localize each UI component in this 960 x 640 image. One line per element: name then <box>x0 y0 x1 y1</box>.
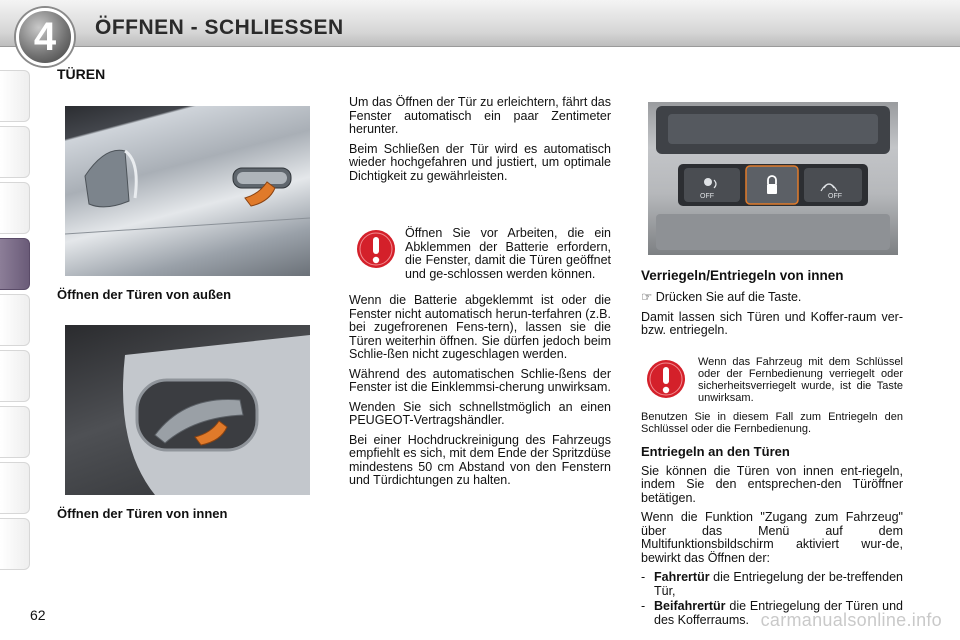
chapter-tab-2[interactable] <box>0 126 30 178</box>
chapter-tab-9[interactable] <box>0 518 30 570</box>
key-lock-warning-text: Wenn das Fahrzeug mit dem Schlüssel oder der Fernbedienung verriegelt oder sicherheitsverriegelt wurde, ist die Taste unwirksam. <box>698 356 903 404</box>
right-paragraph-3: Wenn die Funktion "Zugang zum Fahrzeug" über das Menü auf dem Multifunktionsbildschirm aktiviert wur-de, bewirkt das Öffnen der: <box>641 510 903 565</box>
watermark: carmanualsonline.info <box>760 610 942 630</box>
battery-warning-text: Öffnen Sie vor Arbeiten, die ein Abklemmen der Batterie erfordern, die Fenster, damit die Türen geöffnet und ge-schlossen werden können. <box>405 226 611 281</box>
warning-icon <box>356 229 396 269</box>
right-paragraph-1: Damit lassen sich Türen und Koffer-raum ver- bzw. entriegeln. <box>641 309 903 337</box>
chapter-tab-8[interactable] <box>0 462 30 514</box>
mid-paragraph-4: Während des automatischen Schlie-ßens der Fenster ist die Einklemmsi-cherung unwirksam. <box>349 366 611 394</box>
dashboard-buttons-illustration <box>648 102 898 255</box>
pointing-hand-icon: ☞ <box>641 290 653 304</box>
chapter-tab-5[interactable] <box>0 294 30 346</box>
page-number: 62 <box>30 607 46 623</box>
press-button-instruction <box>641 291 903 305</box>
door-unlock-heading: Entriegeln an den Türen <box>641 444 790 459</box>
right-column-lower <box>641 411 903 629</box>
list-item-driver-door: - Fahrertür die Entriegelung der be-treffenden Tür, <box>641 571 903 598</box>
inside-door-handle-photo <box>65 325 310 495</box>
left-button-label: OFF <box>700 193 714 200</box>
section-title: TÜREN <box>57 66 106 82</box>
middle-column <box>349 96 611 189</box>
inside-door-handle-illustration <box>65 325 310 495</box>
mid-paragraph-2: Beim Schließen der Tür wird es automatisch wieder hochgefahren und justiert, um optimale Dichtigkeit zu gewährleisten. <box>349 141 611 183</box>
outside-door-handle-photo <box>65 106 310 276</box>
mid-paragraph-1: Um das Öffnen der Tür zu erleichtern, fährt das Fenster automatisch ein paar Zentimeter herunter. <box>349 95 611 136</box>
caption-inside: Öffnen der Türen von innen <box>57 506 228 521</box>
right-button-label: OFF <box>828 193 842 200</box>
central-locking-button-photo <box>648 102 898 255</box>
right-paragraph-2: Sie können die Türen von innen ent-riegeln, indem Sie den entsprechen-den Türöffner betätigen. <box>641 463 903 505</box>
middle-column-lower <box>349 294 611 494</box>
chapter-tabs <box>0 70 34 575</box>
right-column <box>641 268 903 344</box>
mid-paragraph-6: Bei einer Hochdruckreinigung des Fahrzeugs empfiehlt es sich, mit dem Ende der Spritzdüse mindestens 50 cm Abstand von den Fenstern und Türdichtungen zu halten. <box>349 432 611 487</box>
warning-icon-2 <box>646 359 686 399</box>
page-title: ÖFFNEN - SCHLIESSEN <box>95 16 344 39</box>
outside-door-handle-illustration <box>65 106 310 276</box>
chapter-tab-1[interactable] <box>0 70 30 122</box>
chapter-tab-6[interactable] <box>0 350 30 402</box>
chapter-badge: 4 <box>16 8 74 66</box>
mid-paragraph-5: Wenden Sie sich schnellstmöglich an einen PEUGEOT-Vertragshändler. <box>349 399 611 427</box>
mid-paragraph-3: Wenn die Batterie abgeklemmt ist oder die Fenster nicht automatisch herun-terfahren (z.B. bei zugefrorenen Fens-tern), lassen sie die Türen weiterhin öffnen. Sie dürfen jedoch beim Schlie-ßen nicht zugeschlagen werden. <box>349 293 611 361</box>
chapter-tab-4-active[interactable] <box>0 238 30 290</box>
caption-outside: Öffnen der Türen von außen <box>57 287 232 302</box>
press-button-text: Drücken Sie auf die Taste. <box>655 290 802 304</box>
key-unlock-note: Benutzen Sie in diesem Fall zum Entriegeln den Schlüssel oder die Fernbedienung. <box>641 411 903 435</box>
lock-unlock-heading: Verriegeln/Entriegeln von innen <box>641 268 844 283</box>
chapter-tab-3[interactable] <box>0 182 30 234</box>
chapter-tab-7[interactable] <box>0 406 30 458</box>
list-item-passenger-door: - Beifahrertür die Entriegelung der Türen und des Kofferraums. <box>641 600 903 627</box>
